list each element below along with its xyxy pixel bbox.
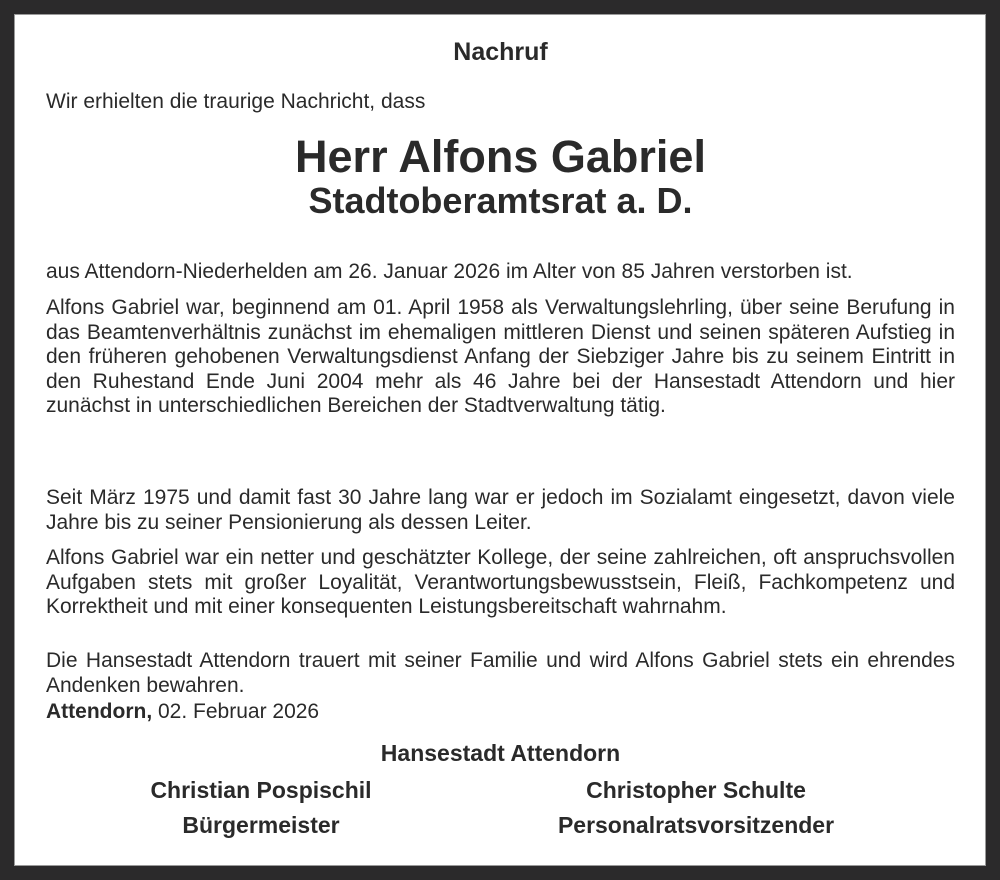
signatory-role: Bürgermeister	[182, 812, 340, 838]
paragraph-tribute: Alfons Gabriel war ein netter und geschätzter Kollege, der seine zahlreichen, oft anspruchsvollen Aufgaben stets mit großer Loyalität, Verantwortungsbewusstsein, Fleiß, Fachkompetenz und Korrektheit und mit einer konsequenten Leistungsbereitschaft wahrnahm.	[46, 546, 955, 618]
dateline	[46, 699, 319, 725]
paragraph-condolence: Die Hansestadt Attendorn trauert mit seiner Familie und wird Alfons Gabriel stets ein ehrendes Andenken bewahren.	[46, 649, 955, 697]
signature-organization: Hansestadt Attendorn	[380, 740, 621, 766]
signatory-role: Personalratsvorsitzender	[557, 812, 835, 838]
deceased-name: Herr Alfons Gabriel	[295, 131, 706, 182]
notice-heading: Nachruf	[453, 38, 548, 66]
paragraph-social-office: Seit März 1975 und damit fast 30 Jahre lang war er jedoch im Sozialamt eingesetzt, davon viele Jahre bis zu seiner Pensionierung als dessen Leiter.	[46, 486, 955, 534]
signatory-name: Christian Pospischil	[150, 777, 372, 803]
paragraph-death-info: aus Attendorn-Niederhelden am 26. Januar 2026 im Alter von 85 Jahren verstorben ist.	[46, 260, 853, 283]
paragraph-career: Alfons Gabriel war, beginnend am 01. April 1958 als Verwaltungslehrling, über seine Berufung in das Beamtenverhältnis zunächst im ehemaligen mittleren Dienst und seinen späteren Aufstieg in den früheren gehobenen Verwaltungsdienst Anfang der Siebziger Jahre bis zu seinem Eintritt in den Ruhestand Ende Juni 2004 mehr als 46 Jahre bei der Hansestadt Attendorn und hier zunächst in unterschiedlichen Bereichen der Stadtverwaltung tätig.	[46, 296, 955, 417]
dateline-place: Attendorn,	[46, 700, 153, 723]
intro-text: Wir erhielten die traurige Nachricht, dass	[46, 90, 426, 113]
signatory-left	[106, 773, 416, 843]
dateline-date: 02. Februar 2026	[158, 700, 320, 723]
obituary-notice	[14, 14, 986, 866]
deceased-title: Stadtoberamtsrat a. D.	[308, 180, 693, 221]
signatory-right	[496, 773, 896, 843]
signatory-name: Christopher Schulte	[586, 777, 806, 803]
